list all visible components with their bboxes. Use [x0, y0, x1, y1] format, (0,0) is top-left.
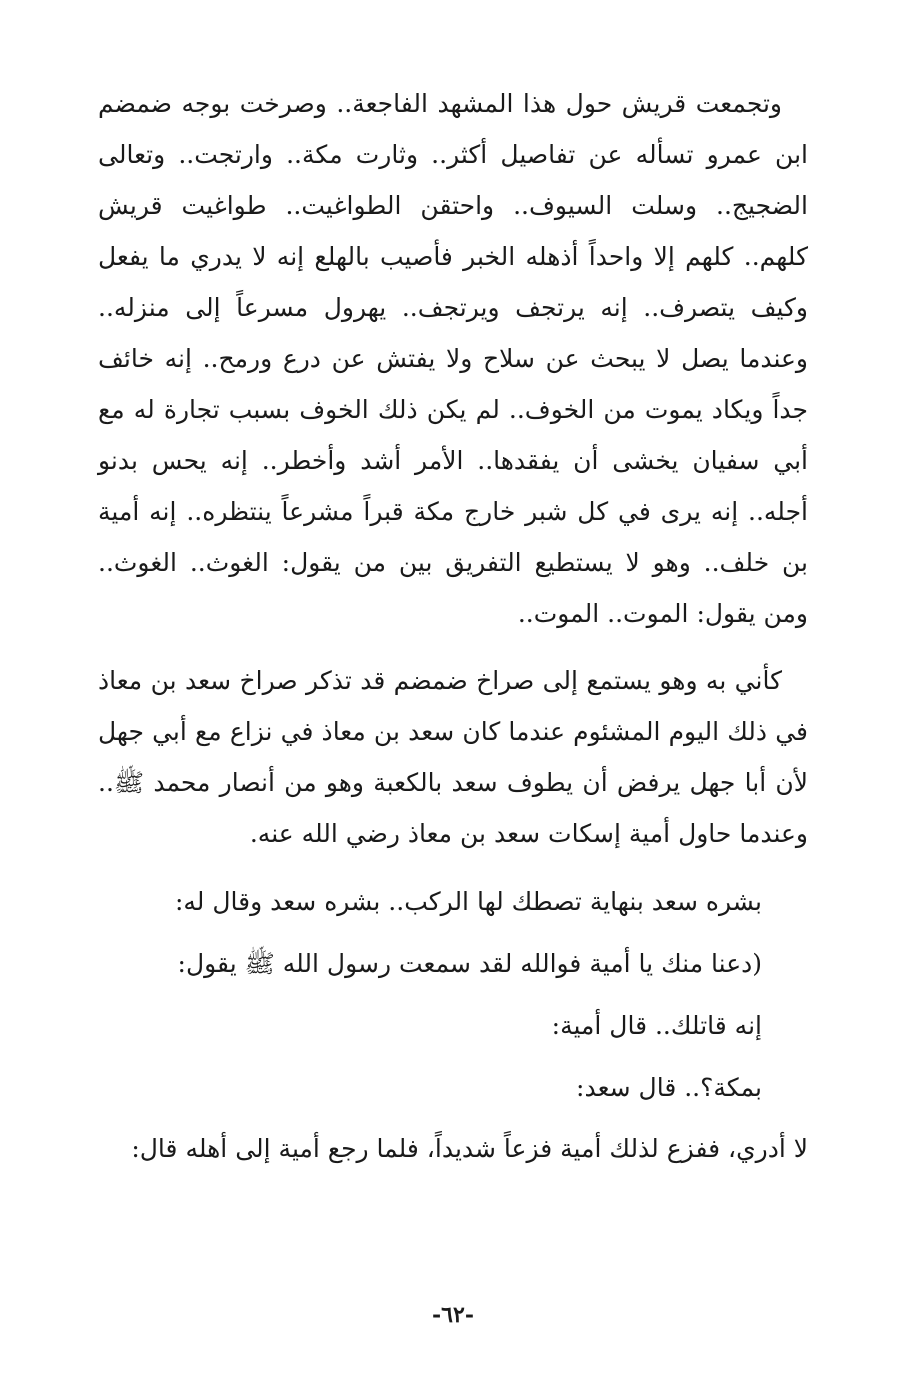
page-body — [98, 78, 808, 1174]
paragraph-umayya-remembers: كأني به وهو يستمع إلى صراخ ضمضم قد تذكر صراخ سعد بن معاذ في ذلك اليوم المشئوم عندما كان سعد بن معاذ في نزاع مع أبي جهل لأن أبا جهل يرفض أن يطوف سعد بالكعبة وهو من أنصار محمد ﷺ.. وعندما حاول أمية إسكات سعد بن معاذ رضي الله عنه. — [98, 666, 808, 848]
page-number: -٦٢- — [432, 1302, 474, 1328]
dialogue-line: إنه قاتلك.. قال أمية: — [551, 1011, 762, 1040]
dialogue-line: بمكة؟.. قال سعد: — [576, 1073, 762, 1102]
paragraph-quraysh-gathering: وتجمعت قريش حول هذا المشهد الفاجعة.. وصرخت بوجه ضمضم ابن عمرو تسأله عن تفاصيل أكثر.. وثارت مكة.. وارتجت.. وتعالى الضجيج.. وسلت السيوف.. واحتقن الطواغيت.. طواغيت قريش كلهم.. كلهم إلا واحداً أذهله الخبر فأصيب بالهلع إنه لا يدري ما يفعل وكيف يتصرف.. إنه يرتجف ويرتجف.. يهرول مسرعاً إلى منزله.. وعندما يصل لا يبحث عن سلاح ولا يفتش عن درع ورمح.. إنه خائف جداً ويكاد يموت من الخوف.. لم يكن ذلك الخوف بسبب تجارة له مع أبي سفيان يخشى أن يفقدها.. الأمر أشد وأخطر.. إنه يحس بدنو أجله.. إنه يرى في كل شبر خارج مكة قبراً مشرعاً ينتظره.. إنه أمية بن خلف.. وهو لا يستطيع التفريق بين من يقول: الغوث.. الغوث.. ومن يقول: الموت.. الموت.. — [98, 89, 808, 628]
dialogue-line: بشره سعد بنهاية تصطك لها الركب.. بشره سعد وقال له: — [174, 887, 762, 916]
dialogue-block — [98, 871, 808, 1119]
paragraph-closing: لا أدري، ففزع لذلك أمية فزعاً شديداً، فلما رجع أمية إلى أهله قال: — [131, 1134, 808, 1163]
dialogue-line: (دعنا منك يا أمية فوالله لقد سمعت رسول الله ﷺ يقول: — [177, 949, 762, 978]
